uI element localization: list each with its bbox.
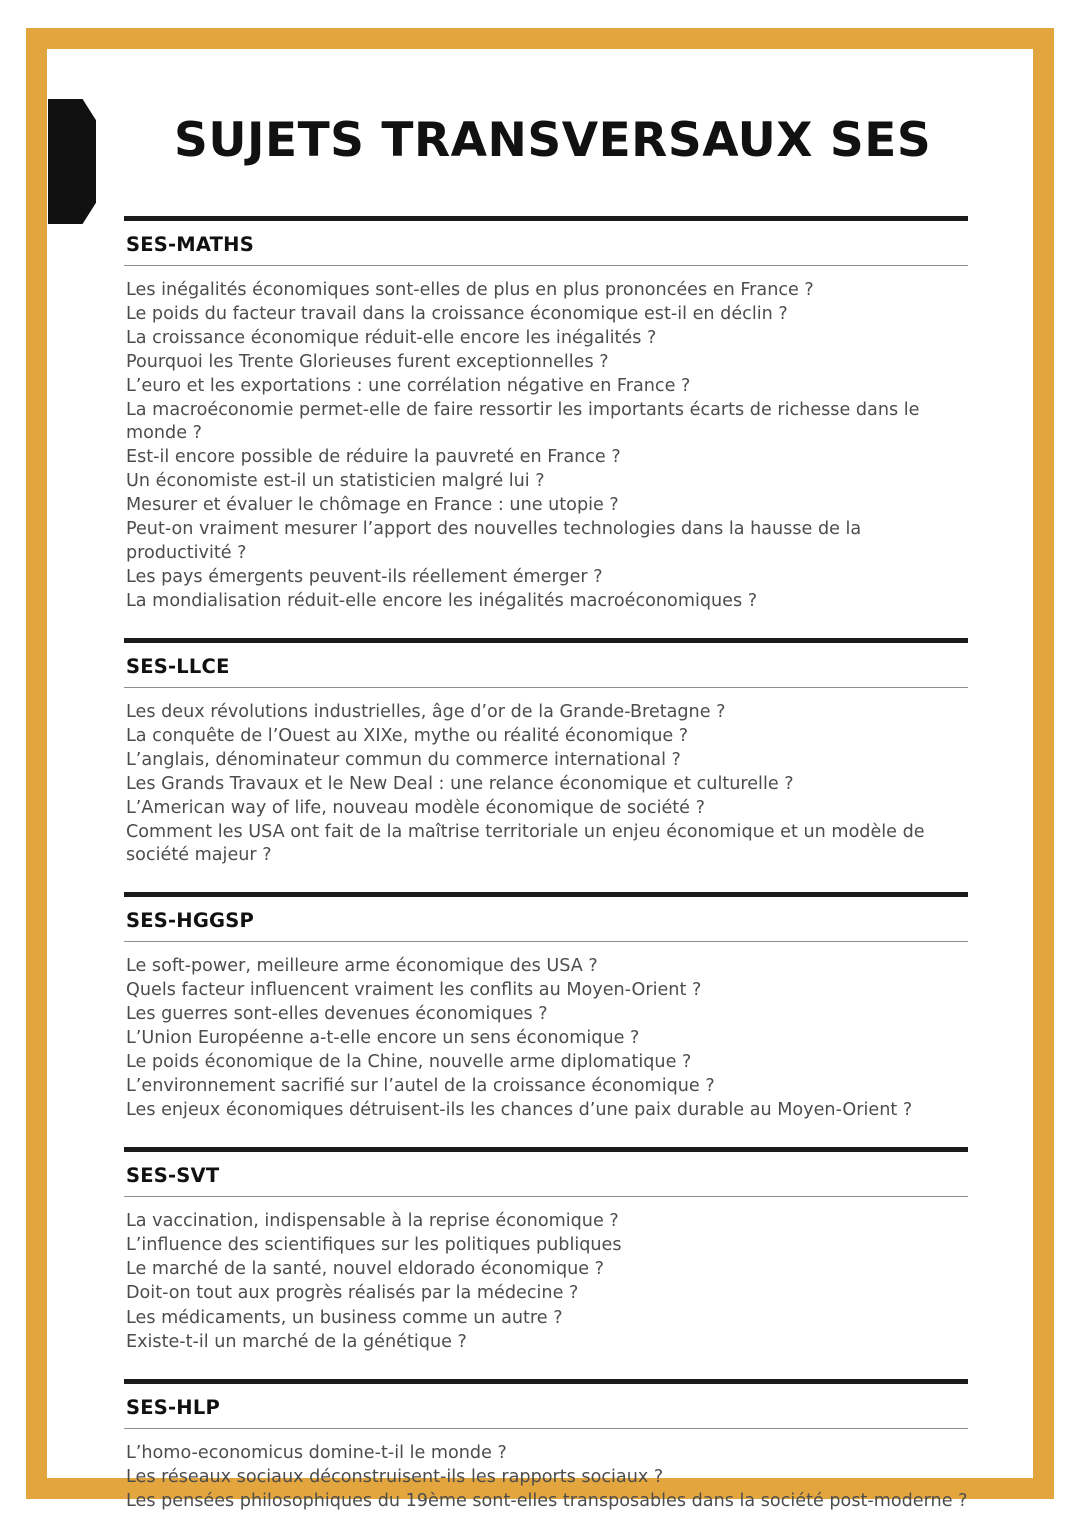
topic-item: Existe-t-il un marché de la génétique ? [126, 1331, 467, 1352]
topic-item: Les guerres sont-elles devenues économiques ? [126, 1004, 548, 1025]
section-ses-svt [124, 1147, 968, 1372]
topic-list [124, 1210, 968, 1372]
topic-item: L’anglais, dénominateur commun du commerce international ? [126, 749, 681, 770]
topic-item: L’homo-economicus domine-t-il le monde ? [126, 1442, 507, 1463]
topic-item: Comment les USA ont fait de la maîtrise territoriale un enjeu économique et un modèle de société majeur ? [126, 821, 925, 865]
topic-item: Les enjeux économiques détruisent-ils les chances d’une paix durable au Moyen-Orient ? [126, 1100, 913, 1121]
topic-item: Les inégalités économiques sont-elles de plus en plus prononcées en France ? [126, 280, 814, 300]
topic-item: Est-il encore possible de réduire la pauvreté en France ? [126, 447, 621, 468]
section-ses-llce [124, 638, 968, 886]
page-title: SUJETS TRANSVERSAUX SES [174, 113, 932, 168]
topic-item: Les pays émergents peuvent-ils réellement émerger ? [126, 566, 603, 587]
topic-item: Mesurer et évaluer le chômage en France : une utopie ? [126, 495, 619, 516]
section-underline [124, 1428, 968, 1429]
section-ses-hlp [124, 1379, 968, 1532]
topic-item: La conquête de l’Ouest au XIXe, mythe ou réalité économique ? [126, 725, 689, 746]
topic-item: L’environnement sacrifié sur l’autel de la croissance économique ? [126, 1076, 715, 1097]
section-underline [124, 1196, 968, 1197]
topic-item: Les pensées philosophiques du 19ème sont-elles transposables dans la société post-moderne ? [126, 1490, 968, 1511]
pennant-icon [48, 99, 96, 224]
section-heading: SES-MATHS [126, 233, 254, 256]
topic-item: Les deux révolutions industrielles, âge d’or de la Grande-Bretagne ? [126, 701, 726, 722]
document-sheet [66, 68, 1014, 1511]
topic-item: Les Grands Travaux et le New Deal : une relance économique et culturelle ? [126, 773, 794, 794]
topic-list [124, 955, 968, 1141]
topic-list [124, 1442, 968, 1532]
section-heading: SES-HGGSP [126, 908, 254, 932]
section-heading: SES-HLP [126, 1395, 220, 1419]
topic-item: La mondialisation réduit-elle encore les inégalités macroéconomiques ? [126, 590, 758, 611]
section-underline [124, 941, 968, 942]
topic-item: L’euro et les exportations : une corrélation négative en France ? [126, 376, 691, 397]
topic-item: Les réseaux sociaux déconstruisent-ils les rapports sociaux ? [126, 1466, 664, 1487]
topic-item: L’influence des scientifiques sur les politiques publiques [126, 1235, 622, 1256]
topic-item: La macroéconomie permet-elle de faire ressortir les importants écarts de richesse dans le monde ? [126, 400, 920, 444]
topic-item: Peut-on vraiment mesurer l’apport des nouvelles technologies dans la hausse de la productivité ? [126, 519, 862, 563]
topic-item: Le soft-power, meilleure arme économique des USA ? [126, 955, 598, 976]
section-heading: SES-LLCE [126, 654, 230, 678]
section-ses-maths [124, 216, 968, 632]
topic-item: Doit-on tout aux progrès réalisés par la médecine ? [126, 1283, 579, 1304]
topic-item: La vaccination, indispensable à la reprise économique ? [126, 1211, 619, 1232]
topic-list [124, 701, 968, 886]
topic-item: Quels facteur influencent vraiment les conflits au Moyen-Orient ? [126, 980, 702, 1001]
topic-item: La croissance économique réduit-elle encore les inégalités ? [126, 328, 657, 349]
topic-item: Le marché de la santé, nouvel eldorado économique ? [126, 1259, 605, 1280]
topic-list [124, 279, 968, 632]
section-underline [124, 687, 968, 688]
section-underline [124, 265, 968, 266]
topic-item: L’American way of life, nouveau modèle économique de société ? [126, 797, 705, 818]
topic-item: Les médicaments, un business comme un autre ? [126, 1307, 563, 1328]
topic-item: Le poids économique de la Chine, nouvelle arme diplomatique ? [126, 1052, 692, 1073]
sections-container [124, 216, 968, 1538]
topic-item: L’Union Européenne a-t-elle encore un sens économique ? [126, 1028, 640, 1049]
topic-item: Un économiste est-il un statisticien malgré lui ? [126, 471, 545, 492]
section-ses-hggsp [124, 892, 968, 1141]
topic-item: Le poids du facteur travail dans la croissance économique est-il en déclin ? [126, 304, 788, 325]
section-heading: SES-SVT [126, 1164, 220, 1188]
topic-item: Pourquoi les Trente Glorieuses furent exceptionnelles ? [126, 352, 609, 373]
